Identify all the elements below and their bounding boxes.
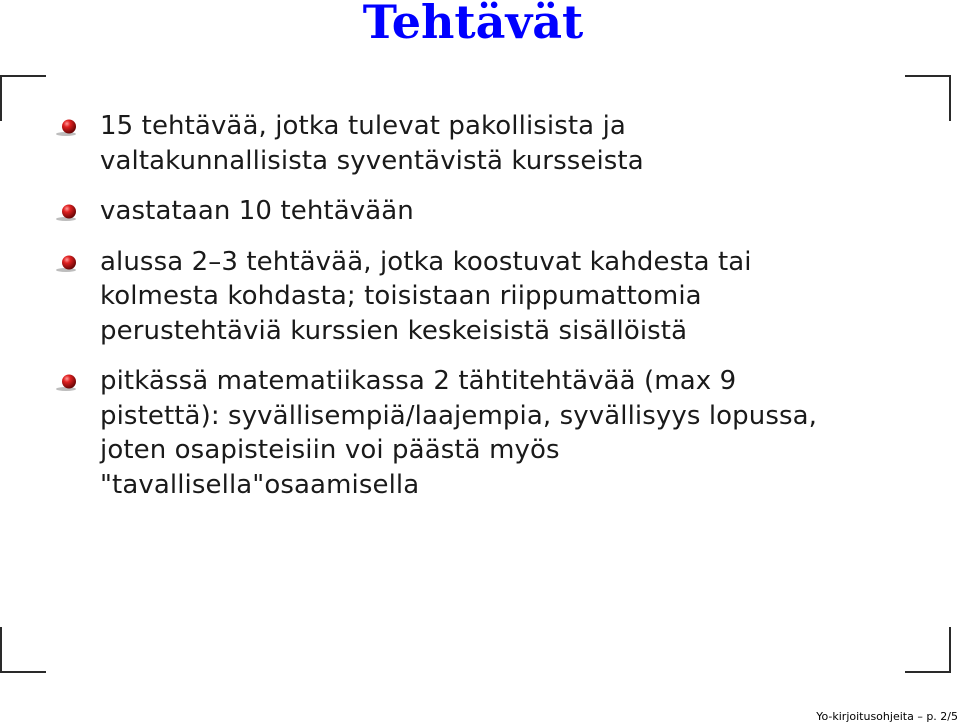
bullet-line: perustehtäviä kurssien keskeisistä sisällöistä (100, 315, 688, 346)
bullet-line: "tavallisella"osaamisella (100, 469, 420, 500)
bullet-item (100, 194, 900, 229)
red-ball-icon (54, 204, 78, 221)
bullet-item (100, 245, 900, 349)
bullet-line: valtakunnallisista syventävistä kursseista (100, 145, 644, 176)
bullet-line: vastataan 10 tehtävään (100, 196, 414, 226)
bullet-line: kolmesta kohdasta; toisistaan riippumattomia (100, 281, 702, 311)
slide-footer: Yo-kirjoitusohjeita – p. 2/5 (816, 710, 958, 723)
bullet-line: 15 tehtävää, jotka tulevat pakollisista ja (100, 111, 626, 141)
top-left-corner-bracket-icon (0, 75, 46, 121)
bullet-item (100, 364, 900, 502)
red-ball-icon (54, 374, 78, 391)
bullet-line: pistettä): syvällisempiä/laajempia, syvällisyys lopussa, (100, 400, 818, 431)
top-right-corner-bracket-icon (905, 75, 951, 121)
red-ball-icon (54, 119, 78, 136)
bullet-list (100, 109, 900, 518)
bullet-line: pitkässä matematiikassa 2 tähtitehtävää (max 9 (100, 366, 737, 396)
bottom-left-corner-bracket-icon (0, 627, 46, 673)
bottom-right-corner-bracket-icon (905, 627, 951, 673)
bullet-line: alussa 2–3 tehtävää, jotka koostuvat kahdesta tai (100, 246, 752, 277)
bullet-item (100, 109, 900, 178)
slide-title: Tehtävät (362, 0, 584, 49)
red-ball-icon (54, 255, 78, 272)
bullet-line: joten osapisteisiin voi päästä myös (100, 435, 560, 465)
